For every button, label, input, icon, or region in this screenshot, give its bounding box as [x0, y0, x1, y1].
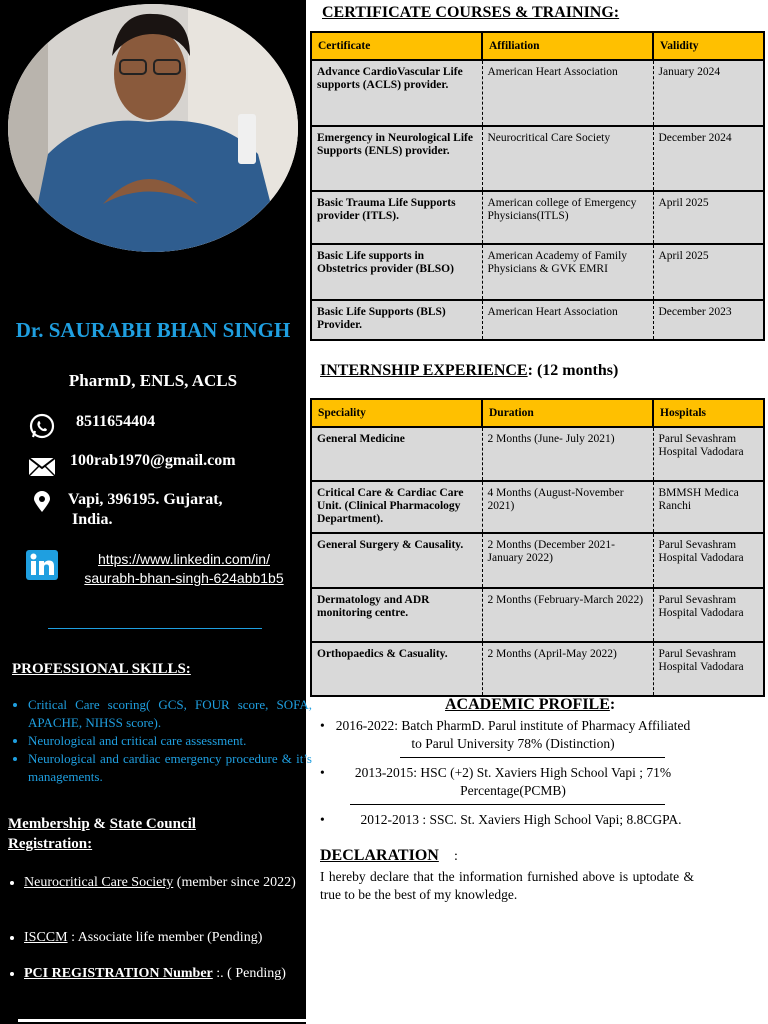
- membership-heading: [8, 814, 268, 854]
- list-item: • 2013-2015: HSC (+2) St. Xaviers High School Vapi ; 71% Percentage(PCMB): [320, 764, 692, 800]
- table-cell: Basic Trauma Life Supports provider (ITLS).: [311, 191, 482, 244]
- table-row: [311, 300, 764, 340]
- internship-table: [310, 398, 765, 697]
- table-cell: Emergency in Neurological Life Supports (ENLS) provider.: [311, 126, 482, 191]
- column-header: Affiliation: [482, 32, 653, 60]
- linkedin-url-line-1: https://www.linkedin.com/in/: [98, 551, 270, 567]
- table-cell: American Academy of Family Physicians & GVK EMRI: [482, 244, 653, 300]
- table-row: [311, 244, 764, 300]
- phone-number: 8511654404: [76, 413, 156, 430]
- table-cell: General Medicine: [311, 427, 482, 481]
- table-cell: 4 Months (August-November 2021): [482, 481, 653, 533]
- skills-heading: PROFESSIONAL SKILLS:: [12, 661, 191, 677]
- table-cell: Critical Care & Cardiac Care Unit. (Clinical Pharmacology Department).: [311, 481, 482, 533]
- credentials: PharmD, ENLS, ACLS: [68, 371, 238, 390]
- divider: [400, 757, 665, 758]
- linkedin-url-line-2: saurabh-bhan-singh-624abb1b5: [84, 570, 284, 586]
- membership-detail: : Associate life member (Pending): [67, 930, 263, 945]
- list-item: • Neurological and cardiac emergency procedure & it’s managements.: [28, 750, 312, 786]
- table-row: [311, 533, 764, 588]
- list-item: [24, 928, 316, 947]
- table-cell: American Heart Association: [482, 300, 653, 340]
- table-row: [311, 588, 764, 642]
- column-header: Hospitals: [653, 399, 764, 427]
- map-pin-icon: [33, 491, 51, 518]
- list-item: [24, 873, 316, 892]
- table-cell: American college of Emergency Physicians(ITLS): [482, 191, 653, 244]
- membership-detail: (member since 2022): [173, 875, 296, 890]
- membership-name: Neurocritical Care Society: [24, 875, 174, 890]
- declaration-text: I hereby declare that the information furnished above is uptodate & true to be the best of my knowledge.: [320, 869, 694, 902]
- internship-title: [320, 362, 618, 380]
- table-cell: General Surgery & Causality.: [311, 533, 482, 588]
- table-cell: December 2024: [653, 126, 764, 191]
- membership-name: PCI REGISTRATION Number: [24, 966, 213, 981]
- table-cell: Basic Life supports in Obstetrics provider (BLSO): [311, 244, 482, 300]
- academic-item: 2016-2022: Batch PharmD. Parul institute of Pharmacy Affiliated to Parul University 78% (Distinction): [335, 718, 691, 751]
- table-row: [311, 642, 764, 696]
- column-header: Validity: [653, 32, 764, 60]
- membership-heading-a: Membership: [8, 816, 90, 832]
- divider: [48, 628, 262, 629]
- table-row: [311, 191, 764, 244]
- internship-duration: : (12 months): [527, 362, 619, 379]
- list-item: • Neurological and critical care assessment.: [28, 732, 312, 750]
- table-cell: January 2024: [653, 60, 764, 126]
- table-cell: 2 Months (December 2021-January 2022): [482, 533, 653, 588]
- certificates-table: [310, 31, 765, 341]
- column-header: Duration: [482, 399, 653, 427]
- profile-photo: [8, 4, 298, 252]
- email-address: 100rab1970@gmail.com: [70, 452, 236, 469]
- column-header: Certificate: [311, 32, 482, 60]
- table-cell: 2 Months (April-May 2022): [482, 642, 653, 696]
- membership-list: [6, 964, 316, 983]
- envelope-icon: [28, 457, 56, 482]
- membership-list: [6, 873, 316, 892]
- membership-name: ISCCM: [24, 930, 68, 945]
- table-row: [311, 427, 764, 481]
- table-cell: Orthopaedics & Casuality.: [311, 642, 482, 696]
- table-row: [311, 60, 764, 126]
- membership-heading-b: State Council Registration:: [8, 816, 196, 852]
- candidate-name: Dr. SAURABH BHAN SINGH: [15, 318, 291, 342]
- skills-list: [10, 696, 312, 786]
- table-row: [311, 481, 764, 533]
- declaration-title: DECLARATION: [320, 847, 439, 864]
- list-item: • 2012-2013 : SSC. St. Xaviers High School Vapi; 8.8CGPA.: [320, 811, 692, 829]
- table-cell: American Heart Association: [482, 60, 653, 126]
- list-item: • Critical Care scoring( GCS, FOUR score, SOFA, APACHE, NIHSS score).: [28, 696, 312, 732]
- sidebar: [0, 0, 312, 1024]
- list-item: [24, 964, 316, 983]
- table-cell: 2 Months (February-March 2022): [482, 588, 653, 642]
- membership-list: [6, 928, 316, 947]
- table-cell: April 2025: [653, 191, 764, 244]
- address-line-1: Vapi, 396195. Gujarat,: [68, 491, 223, 508]
- table-cell: Neurocritical Care Society: [482, 126, 653, 191]
- certificates-title: CERTIFICATE COURSES & TRAINING:: [322, 4, 620, 21]
- address-line-2: India.: [72, 511, 113, 528]
- list-item: • 2016-2022: Batch PharmD. Parul institute of Pharmacy Affiliated to Parul University 78% (Distinction): [320, 718, 691, 751]
- whatsapp-icon: [28, 412, 56, 445]
- table-cell: April 2025: [653, 244, 764, 300]
- academic-title-text: ACADEMIC PROFILE: [445, 696, 610, 713]
- table-cell: Parul Sevashram Hospital Vadodara: [653, 533, 764, 588]
- linkedin-icon: [26, 550, 58, 585]
- table-cell: BMMSH Medica Ranchi: [653, 481, 764, 533]
- linkedin-link[interactable]: [66, 550, 302, 588]
- column-header: Speciality: [311, 399, 482, 427]
- table-cell: December 2023: [653, 300, 764, 340]
- academic-item: 2012-2013 : SSC. St. Xaviers High School Vapi; 8.8CGPA.: [360, 812, 682, 827]
- membership-detail: :. ( Pending): [212, 966, 286, 981]
- membership-heading-amp: &: [93, 816, 106, 832]
- table-cell: Parul Sevashram Hospital Vadodara: [653, 427, 764, 481]
- divider: [350, 804, 665, 805]
- internship-title-text: INTERNSHIP EXPERIENCE: [320, 362, 528, 379]
- table-cell: Dermatology and ADR monitoring centre.: [311, 588, 482, 642]
- table-row: [311, 126, 764, 191]
- table-cell: Parul Sevashram Hospital Vadodara: [653, 642, 764, 696]
- table-cell: Basic Life Supports (BLS) Provider.: [311, 300, 482, 340]
- table-cell: Parul Sevashram Hospital Vadodara: [653, 588, 764, 642]
- table-cell: 2 Months (June- July 2021): [482, 427, 653, 481]
- academic-title: ACADEMIC PROFILE:: [445, 696, 616, 713]
- academic-item: 2013-2015: HSC (+2) St. Xaviers High School Vapi ; 71% Percentage(PCMB): [354, 765, 672, 798]
- table-cell: Advance CardioVascular Life supports (ACLS) provider.: [311, 60, 482, 126]
- divider: [18, 1019, 306, 1022]
